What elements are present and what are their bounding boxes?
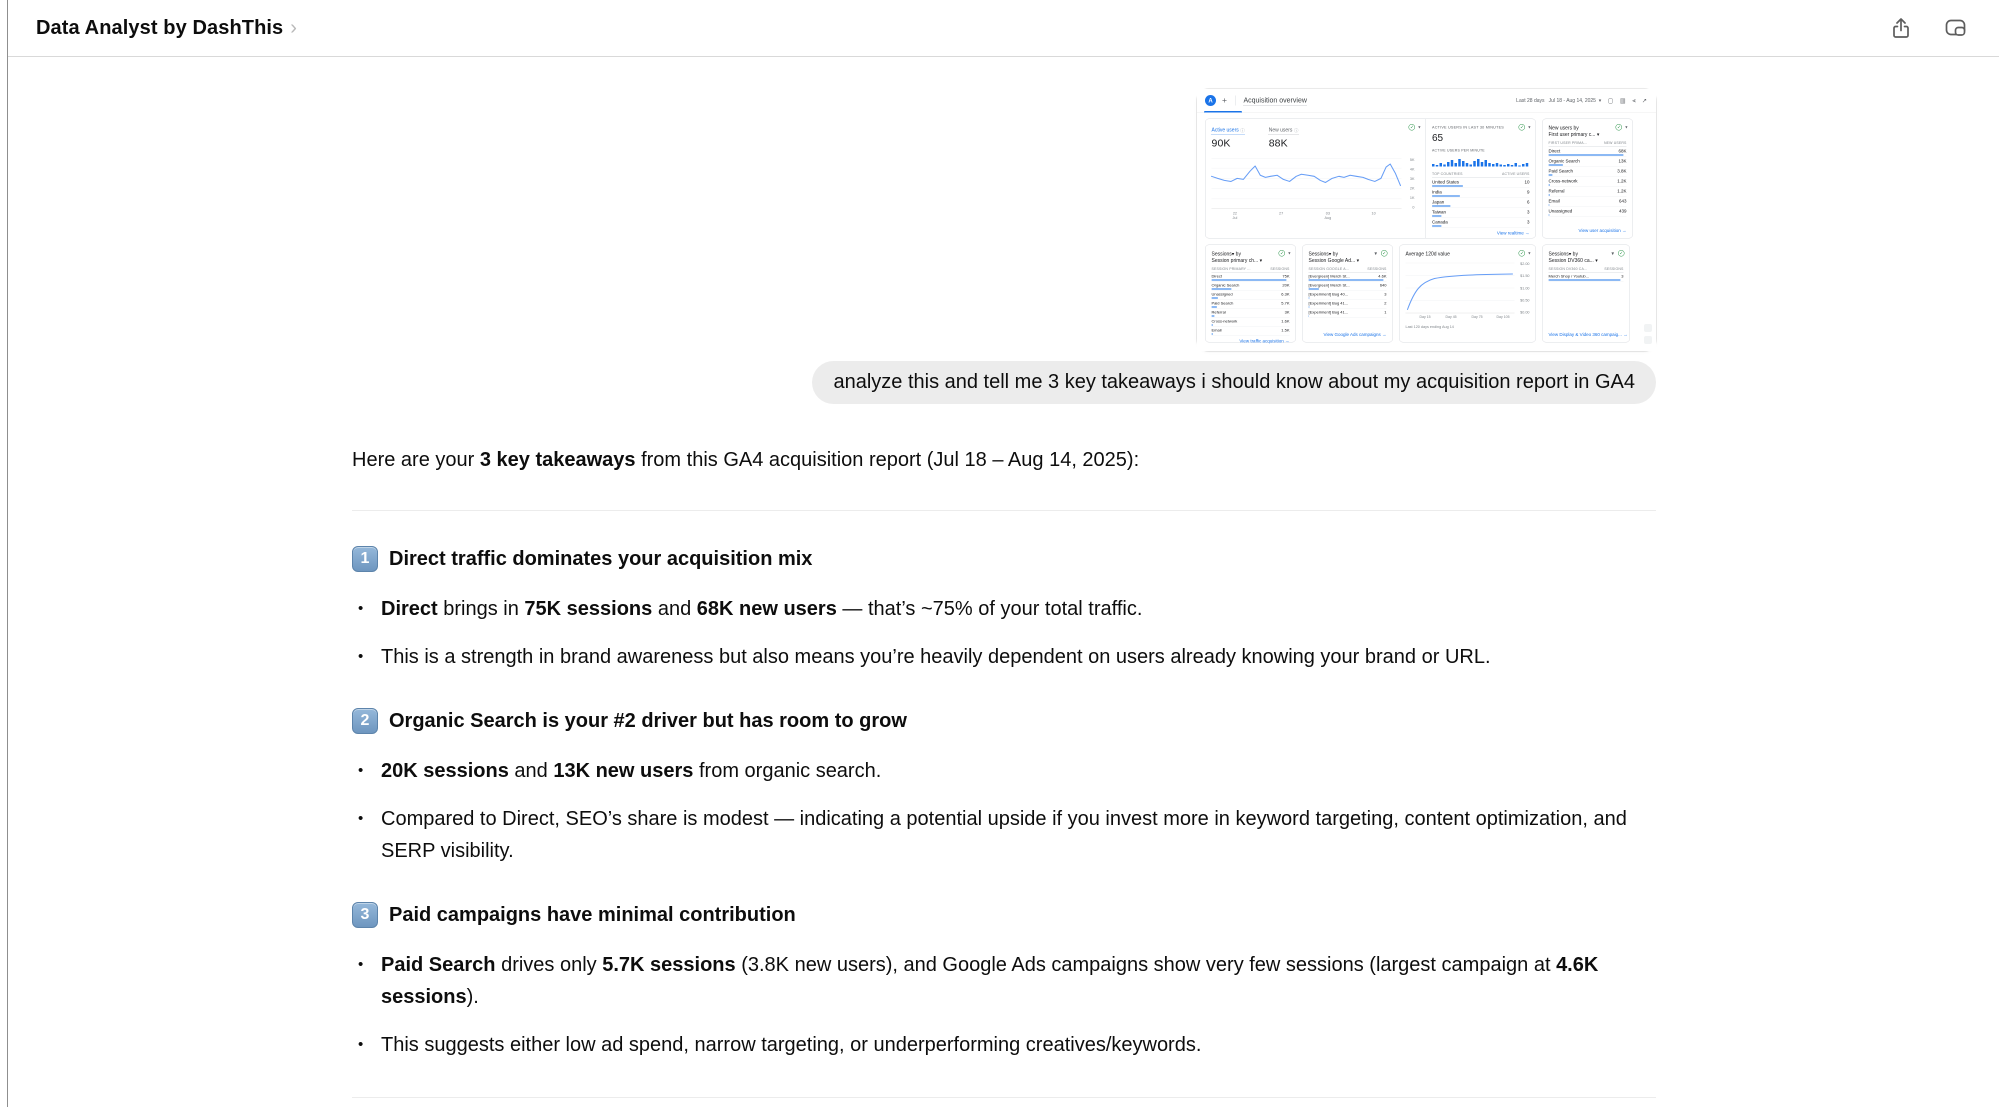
attachment-image[interactable] <box>1197 89 1656 351</box>
chevron-down-icon: ▾ <box>1625 124 1628 130</box>
thumbnail-corner-icons <box>1644 324 1652 344</box>
intro-paragraph: Here are your 3 key takeaways from this GA4 acquisition report (Jul 18 – Aug 14, 2025): <box>352 449 1140 471</box>
table-row: Canada 3 <box>1432 218 1530 228</box>
ga4-dashboard <box>1197 89 1656 351</box>
avg-value-line-chart <box>1406 262 1530 315</box>
bullet-list <box>352 949 1656 1061</box>
data-quality-icon: ✓ <box>1382 250 1387 256</box>
assistant-message <box>352 444 1656 1098</box>
table-row: United States 10 <box>1432 178 1530 188</box>
table-row: Direct 68K <box>1549 147 1627 157</box>
google-ads-card: ▼ ✓ Sessions▾ by Session Google Ad... ▾ SESSION GOOGLE A... SESSIONS [Evergreen] Merch St... 4.6K [Evergreen] Merch St... 640 [Experiment] Bug 40... 3 [Experiment] Bug 41... 2 [Experiment] Bug 41... 1 View Google Ads campaigns → <box>1302 245 1393 343</box>
divider <box>352 510 1656 511</box>
header-actions <box>1887 15 1969 42</box>
info-icon: ⓘ <box>1293 128 1299 133</box>
chevron-down-icon: ▾ <box>1288 250 1291 256</box>
data-quality-icon: ✓ <box>1410 124 1414 130</box>
view-google-ads-link: View Google Ads campaigns → <box>1323 332 1387 337</box>
divider <box>352 1097 1656 1098</box>
table-row: Referral 1.2K <box>1549 187 1627 197</box>
users-line-chart <box>1212 158 1420 210</box>
y-axis-labels: 5K 4K 3K 2K 1K 0 <box>1409 157 1415 210</box>
bullet-list <box>352 755 1656 867</box>
tab-indicator <box>1204 111 1242 113</box>
keycap-3-icon: 3 <box>352 902 378 928</box>
share-icon[interactable] <box>1887 15 1914 42</box>
data-quality-icon: ✓ <box>1520 124 1524 130</box>
chart-caption: Last 120 days ending Aug 14 <box>1405 324 1454 329</box>
bullet-item: • Direct brings in 75K sessions and 68K new users — that’s ~75% of your total traffic. <box>352 593 1656 625</box>
analytics-avatar-icon: A <box>1205 95 1216 106</box>
data-quality-icon: ✓ <box>1520 250 1524 256</box>
report-tab-title: Acquisition overview <box>1243 95 1307 104</box>
table-row: [Evergreen] Merch St... 640 <box>1309 282 1387 291</box>
ga4-toolbar <box>1516 97 1647 105</box>
users-card <box>1206 119 1426 238</box>
section-title: Organic Search is your #2 driver but has room to grow <box>389 710 907 732</box>
data-quality-icon: ✓ <box>1617 124 1621 130</box>
bullet-item: • Paid Search drives only 5.7K sessions (3.8K new users), and Google Ads campaigns show very few sessions (largest campaign at 4.6K sessions). <box>352 949 1656 1013</box>
tab-separator <box>1235 96 1236 106</box>
keycap-2-icon: 2 <box>352 708 378 734</box>
section-title: Direct traffic dominates your acquisition mix <box>389 548 813 570</box>
dv360-card: ▼ ✓ Sessions▾ by Session DV360 ca... ▾ SESSION DV360 CA... SESSIONS Merch Shop / Youtub... 3 View Display & Video 360 campaig... → <box>1542 245 1630 343</box>
x-axis-labels: 22 Jul 27 03 Aug 10 <box>1232 211 1376 220</box>
section-title: Paid campaigns have minimal contribution <box>389 904 796 926</box>
table-row: Organic Search 20K <box>1212 282 1290 291</box>
table-row: Cross-network 1.2K <box>1549 177 1627 187</box>
section-heading-1 <box>352 543 1656 575</box>
x-axis-labels: Day 15 Day 45 Day 75 Day 105 <box>1419 315 1510 319</box>
bullet-item: • This is a strength in brand awareness but also means you’re heavily dependent on users already knowing your brand or URL. <box>352 641 1656 673</box>
window-left-edge <box>7 0 8 1107</box>
y-axis-labels: $2.00 $1.50 $1.00 $0.50 $0.00 <box>1520 261 1530 315</box>
filter-icon: ▼ <box>1610 250 1615 256</box>
bullet-item: • This suggests either low ad spend, narrow targeting, or underperforming creatives/keywords. <box>352 1029 1656 1061</box>
table-row: Referral 3K <box>1212 309 1290 318</box>
table-row: Organic Search 13K <box>1549 157 1627 167</box>
table-row: Cross-network 1.6K <box>1212 318 1290 327</box>
bullet-item: • 20K sessions and 13K new users from organic search. <box>352 755 1656 787</box>
new-users-value: 88K <box>1268 137 1288 149</box>
app-title[interactable] <box>36 16 297 40</box>
add-tab-icon: + <box>1222 95 1227 105</box>
card-badges <box>1409 124 1421 131</box>
ga4-body <box>1197 113 1656 343</box>
section-heading-2 <box>352 705 1656 737</box>
notes-icon: ▢ <box>1607 97 1614 104</box>
new-users-by-card: ✓ ▾ New users by First user primary c... ▾ FIRST USER PRIMA... NEW USERS Direct 68K Organic Search 13K Paid Search 3.8K Cross-network 1.2K Referral 1.2K Email 643 Unassigned 439 View user acquisition → <box>1542 119 1633 239</box>
view-realtime-link: View realtime → <box>1496 230 1530 236</box>
metric-new-users: New users ⓘ 88K <box>1268 127 1299 149</box>
realtime-value: 65 <box>1432 132 1444 144</box>
user-message-bubble: analyze this and tell me 3 key takeaways i should know about my acquisition report in GA4 <box>812 361 1656 404</box>
table-row: Merch Shop / Youtub... 3 <box>1549 273 1624 282</box>
users-panel <box>1205 119 1536 239</box>
header <box>8 0 1999 57</box>
view-dv360-link: View Display & Video 360 campaig... → <box>1548 332 1628 337</box>
metric-active-users: Active users ⓘ 90K <box>1211 127 1245 149</box>
avg-value-card: ✓ ▾ Average 120d value $2.00 $1.50 $1.00 $0.50 $0.00 Day 15 Day 45 Day 75 Day 105 Last 120 days ending Aug 14 <box>1399 245 1536 343</box>
chevron-down-icon: ▾ <box>1528 250 1531 256</box>
table-row: Email 1.5K <box>1212 327 1290 336</box>
table-row: Unassigned 6.3K <box>1212 291 1290 300</box>
table-row: [Experiment] Bug 40... 3 <box>1309 291 1387 300</box>
data-quality-icon: ✓ <box>1619 250 1624 256</box>
table-row: Paid Search 5.7K <box>1212 300 1290 309</box>
date-range-label: Last 28 days Jul 18 - Aug 14, 2025 ▾ <box>1516 97 1602 104</box>
library-icon: ▥ <box>1619 97 1626 104</box>
table-row: Unassigned 439 <box>1549 207 1627 217</box>
view-user-acquisition-link: View user acquisition → <box>1578 228 1627 233</box>
keycap-1-icon: 1 <box>352 546 378 572</box>
section-heading-3 <box>352 899 1656 931</box>
table-row: [Evergreen] Merch St... 4.6K <box>1309 273 1387 282</box>
table-row: Email 643 <box>1549 197 1627 207</box>
chevron-down-icon: ▾ <box>1528 124 1531 130</box>
table-row: India 9 <box>1432 188 1530 198</box>
picture-in-picture-icon[interactable] <box>1942 15 1969 42</box>
open-report-icon: ↗ <box>1641 97 1647 104</box>
ga4-tab-bar <box>1197 89 1656 113</box>
table-row: [Experiment] Bug 41... 1 <box>1309 309 1387 318</box>
traffic-acquisition-card: ✓ ▾ Sessions▾ by Session primary ch... ▾ SESSION PRIMARY ... SESSIONS Direct 75K Organic Search 20K Unassigned 6.3K Paid Search 5.7K Referral 3K Cross-network 1.6K Email 1.5K View traffic acquisition → <box>1205 245 1296 343</box>
realtime-title: ACTIVE USERS IN LAST 30 MINUTES <box>1432 125 1504 130</box>
table-row: Japan 6 <box>1432 198 1530 208</box>
app-title-label: Data Analyst by DashThis <box>36 16 284 39</box>
chevron-right-icon: › <box>290 17 298 39</box>
table-row: Taiwan 3 <box>1432 208 1530 218</box>
share-report-icon: ⪡ <box>1632 96 1636 104</box>
realtime-card: ✓ ▾ ACTIVE USERS IN LAST 30 MINUTES 65 ACTIVE USERS PER MINUTE TOP COUNTRIES ACTIVE USERS United States 10 India 9 Japan 6 Taiwan 3 Canada 3 View realtime → <box>1426 119 1536 238</box>
chevron-down-icon: ▾ <box>1418 124 1421 130</box>
bullet-list <box>352 593 1656 673</box>
table-row: [Experiment] Bug 41... 2 <box>1309 300 1387 309</box>
info-icon: ⓘ <box>1240 128 1245 133</box>
view-traffic-acquisition-link: View traffic acquisition → <box>1239 338 1290 344</box>
filter-icon: ▼ <box>1373 250 1378 256</box>
per-minute-bar-chart <box>1432 155 1530 170</box>
data-quality-icon: ✓ <box>1280 250 1284 256</box>
table-row: Direct 75K <box>1212 273 1290 282</box>
active-users-value: 90K <box>1211 137 1231 149</box>
realtime-subtitle: ACTIVE USERS PER MINUTE <box>1432 149 1485 153</box>
bullet-item: • Compared to Direct, SEO’s share is modest — indicating a potential upside if you invest more in keyword targeting, content optimization, and SERP visibility. <box>352 803 1656 867</box>
table-row: Paid Search 3.8K <box>1549 167 1627 177</box>
